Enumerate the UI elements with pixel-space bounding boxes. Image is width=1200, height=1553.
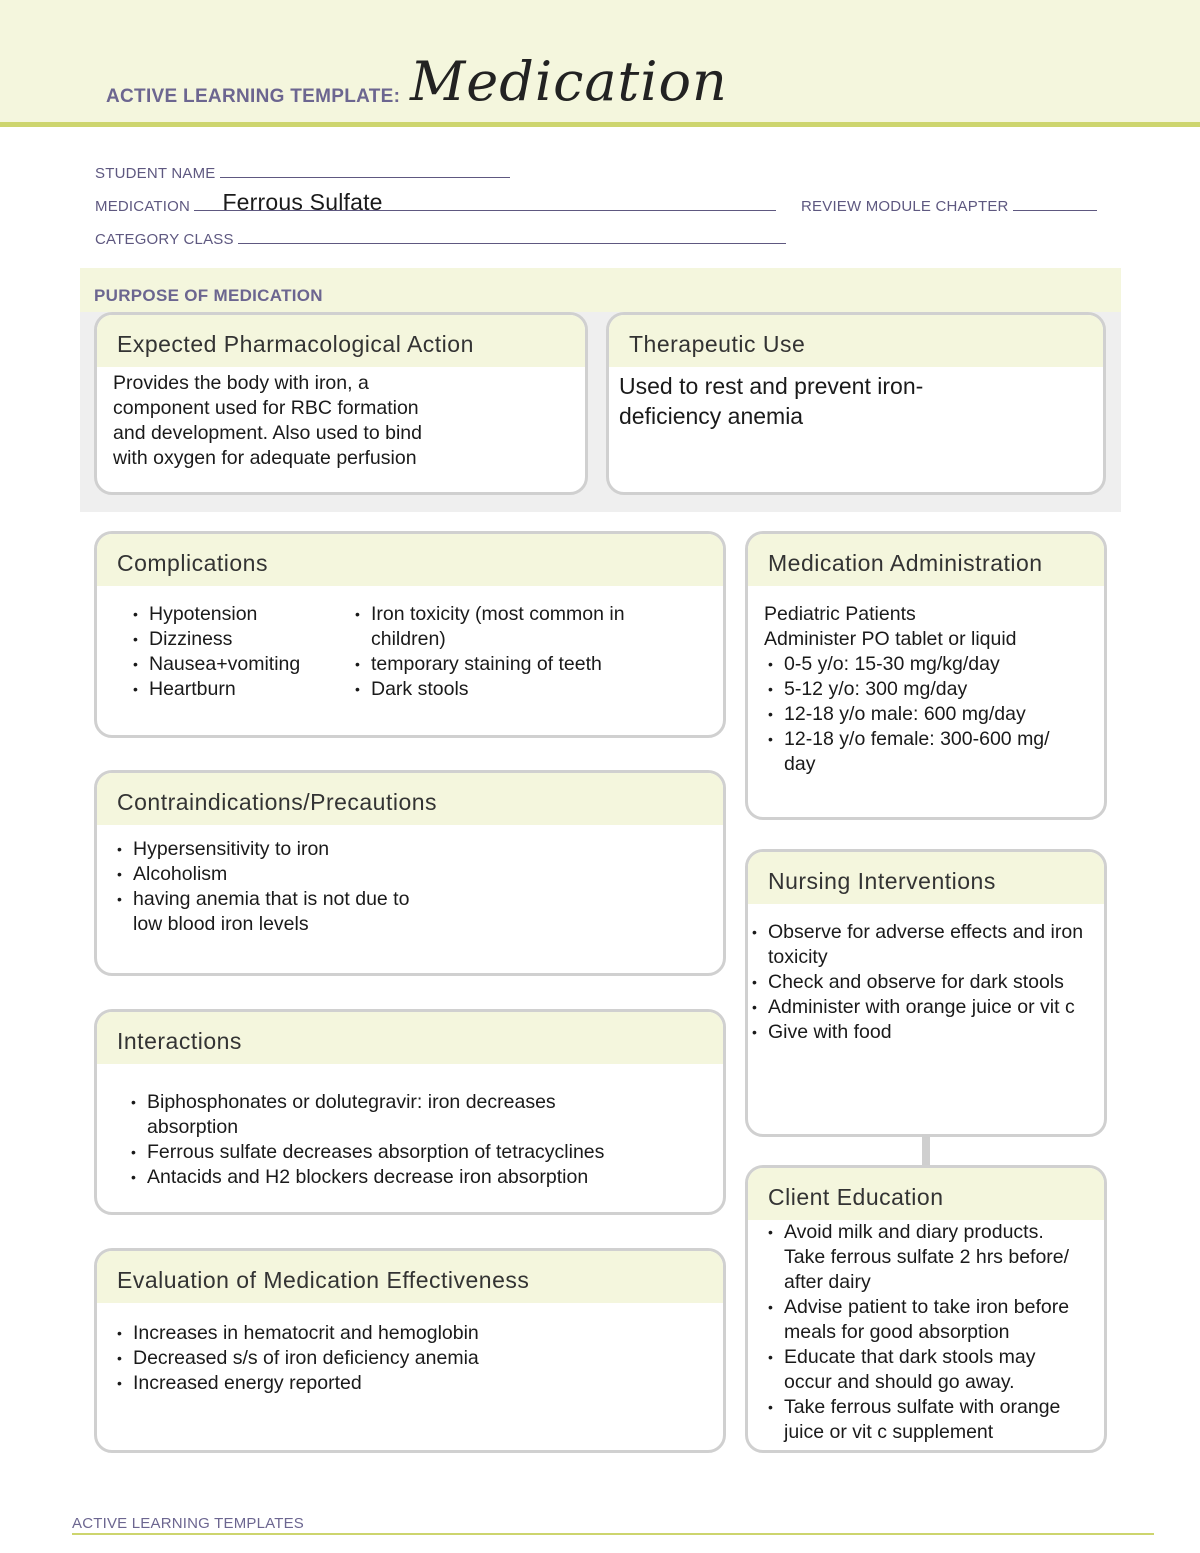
nursing-interventions-list bbox=[748, 920, 1088, 1045]
med-admin-dosage-list bbox=[764, 652, 1074, 777]
complications-list-right bbox=[351, 602, 661, 702]
med-admin-subtitle: Pediatric Patients bbox=[764, 603, 916, 625]
list-item: • Biphosphonates or dolutegravir: iron decreases absorption bbox=[127, 1090, 647, 1140]
category-class-line bbox=[238, 231, 786, 244]
list-item: • Nausea+vomiting bbox=[129, 652, 339, 677]
list-item: • Dark stools bbox=[351, 677, 661, 702]
list-item: • 0-5 y/o: 15-30 mg/kg/day bbox=[764, 652, 1074, 677]
nursing-interventions-title: Nursing Interventions bbox=[748, 852, 1104, 904]
student-name-field[interactable] bbox=[95, 165, 510, 182]
client-education-title: Client Education bbox=[748, 1168, 1104, 1220]
client-education-body bbox=[748, 1220, 1104, 1445]
evaluation-box bbox=[94, 1248, 726, 1453]
list-item: • Hypotension bbox=[129, 602, 339, 627]
student-name-line bbox=[220, 165, 510, 178]
interactions-title: Interactions bbox=[97, 1012, 723, 1064]
list-item: • 12-18 y/o male: 600 mg/day bbox=[764, 702, 1074, 727]
list-item: • temporary staining of teeth bbox=[351, 652, 661, 677]
nursing-interventions-body bbox=[748, 904, 1104, 1045]
list-item: • Give with food bbox=[748, 1020, 1088, 1045]
list-item: • Increased energy reported bbox=[113, 1371, 613, 1396]
list-item: • Avoid milk and diary products. Take ferrous sulfate 2 hrs before/ after dairy bbox=[764, 1220, 1084, 1295]
list-item: • Heartburn bbox=[129, 677, 339, 702]
complications-title: Complications bbox=[97, 534, 723, 586]
med-admin-route: Administer PO tablet or liquid bbox=[764, 628, 1017, 650]
footer-rule bbox=[72, 1533, 1154, 1535]
therapeutic-use-box bbox=[606, 312, 1106, 495]
contraindications-title: Contraindications/Precautions bbox=[97, 773, 723, 825]
expected-action-line: and development. Also used to bind bbox=[113, 422, 422, 444]
list-item: • Antacids and H2 blockers decrease iron absorption bbox=[127, 1165, 647, 1190]
medication-administration-box bbox=[745, 531, 1107, 820]
list-item: • Iron toxicity (most common in children) bbox=[351, 602, 661, 652]
list-item: • Dizziness bbox=[129, 627, 339, 652]
header-rule bbox=[0, 122, 1200, 127]
medication-label: MEDICATION bbox=[95, 198, 191, 215]
medication-administration-body bbox=[748, 586, 1104, 777]
interactions-box bbox=[94, 1009, 726, 1215]
complications-list-left bbox=[129, 602, 339, 702]
contraindications-box bbox=[94, 770, 726, 976]
interactions-body bbox=[97, 1064, 723, 1190]
therapeutic-use-title: Therapeutic Use bbox=[609, 315, 1103, 367]
box-connector bbox=[922, 1134, 930, 1166]
expected-action-line: Provides the body with iron, a bbox=[113, 372, 369, 394]
list-item: • Hypersensitivity to iron bbox=[113, 837, 443, 862]
list-item: • having anemia that is not due to low blood iron levels bbox=[113, 887, 443, 937]
evaluation-title: Evaluation of Medication Effectiveness bbox=[97, 1251, 723, 1303]
contraindications-body bbox=[97, 825, 723, 937]
footer-label: ACTIVE LEARNING TEMPLATES bbox=[72, 1515, 304, 1532]
client-education-box bbox=[745, 1165, 1107, 1453]
medication-value: Ferrous Sulfate bbox=[222, 189, 383, 215]
list-item: • Alcoholism bbox=[113, 862, 443, 887]
list-item: • Decreased s/s of iron deficiency anemia bbox=[113, 1346, 613, 1371]
list-item: • Advise patient to take iron before meals for good absorption bbox=[764, 1295, 1084, 1345]
expected-action-line: with oxygen for adequate perfusion bbox=[113, 447, 417, 469]
list-item: • 5-12 y/o: 300 mg/day bbox=[764, 677, 1074, 702]
complications-body bbox=[97, 586, 723, 732]
student-name-label: STUDENT NAME bbox=[95, 165, 216, 182]
review-module-label: REVIEW MODULE CHAPTER bbox=[801, 198, 1009, 215]
therapeutic-use-body bbox=[609, 367, 1103, 431]
category-class-label: CATEGORY CLASS bbox=[95, 231, 234, 248]
medication-administration-title: Medication Administration bbox=[748, 534, 1104, 586]
expected-action-box bbox=[94, 312, 588, 495]
review-module-line bbox=[1013, 198, 1097, 211]
purpose-label: PURPOSE OF MEDICATION bbox=[94, 286, 323, 305]
expected-action-title: Expected Pharmacological Action bbox=[97, 315, 585, 367]
expected-action-body bbox=[97, 367, 585, 471]
category-class-field[interactable] bbox=[95, 231, 786, 248]
contraindications-list bbox=[113, 837, 443, 937]
interactions-list bbox=[127, 1090, 647, 1190]
evaluation-list bbox=[113, 1321, 613, 1396]
medication-line bbox=[194, 189, 776, 215]
list-item: • Check and observe for dark stools bbox=[748, 970, 1088, 995]
expected-action-line: component used for RBC formation bbox=[113, 397, 419, 419]
template-label: ACTIVE LEARNING TEMPLATE: bbox=[106, 86, 401, 107]
review-module-field[interactable] bbox=[801, 198, 1097, 215]
medication-field[interactable] bbox=[95, 189, 776, 215]
list-item: • Take ferrous sulfate with orange juice or vit c supplement bbox=[764, 1395, 1084, 1445]
page-title: Medication bbox=[410, 50, 728, 113]
client-education-list bbox=[764, 1220, 1084, 1445]
list-item: • Observe for adverse effects and iron toxicity bbox=[748, 920, 1088, 970]
list-item: • Administer with orange juice or vit c bbox=[748, 995, 1088, 1020]
therapeutic-use-line: deficiency anemia bbox=[619, 403, 804, 429]
list-item: • Ferrous sulfate decreases absorption of tetracyclines bbox=[127, 1140, 647, 1165]
therapeutic-use-line: Used to rest and prevent iron- bbox=[619, 373, 924, 399]
nursing-interventions-box bbox=[745, 849, 1107, 1137]
list-item: • Increases in hematocrit and hemoglobin bbox=[113, 1321, 613, 1346]
evaluation-body bbox=[97, 1303, 723, 1396]
list-item: • Educate that dark stools may occur and should go away. bbox=[764, 1345, 1084, 1395]
list-item: • 12-18 y/o female: 300-600 mg/ day bbox=[764, 727, 1074, 777]
complications-box bbox=[94, 531, 726, 738]
